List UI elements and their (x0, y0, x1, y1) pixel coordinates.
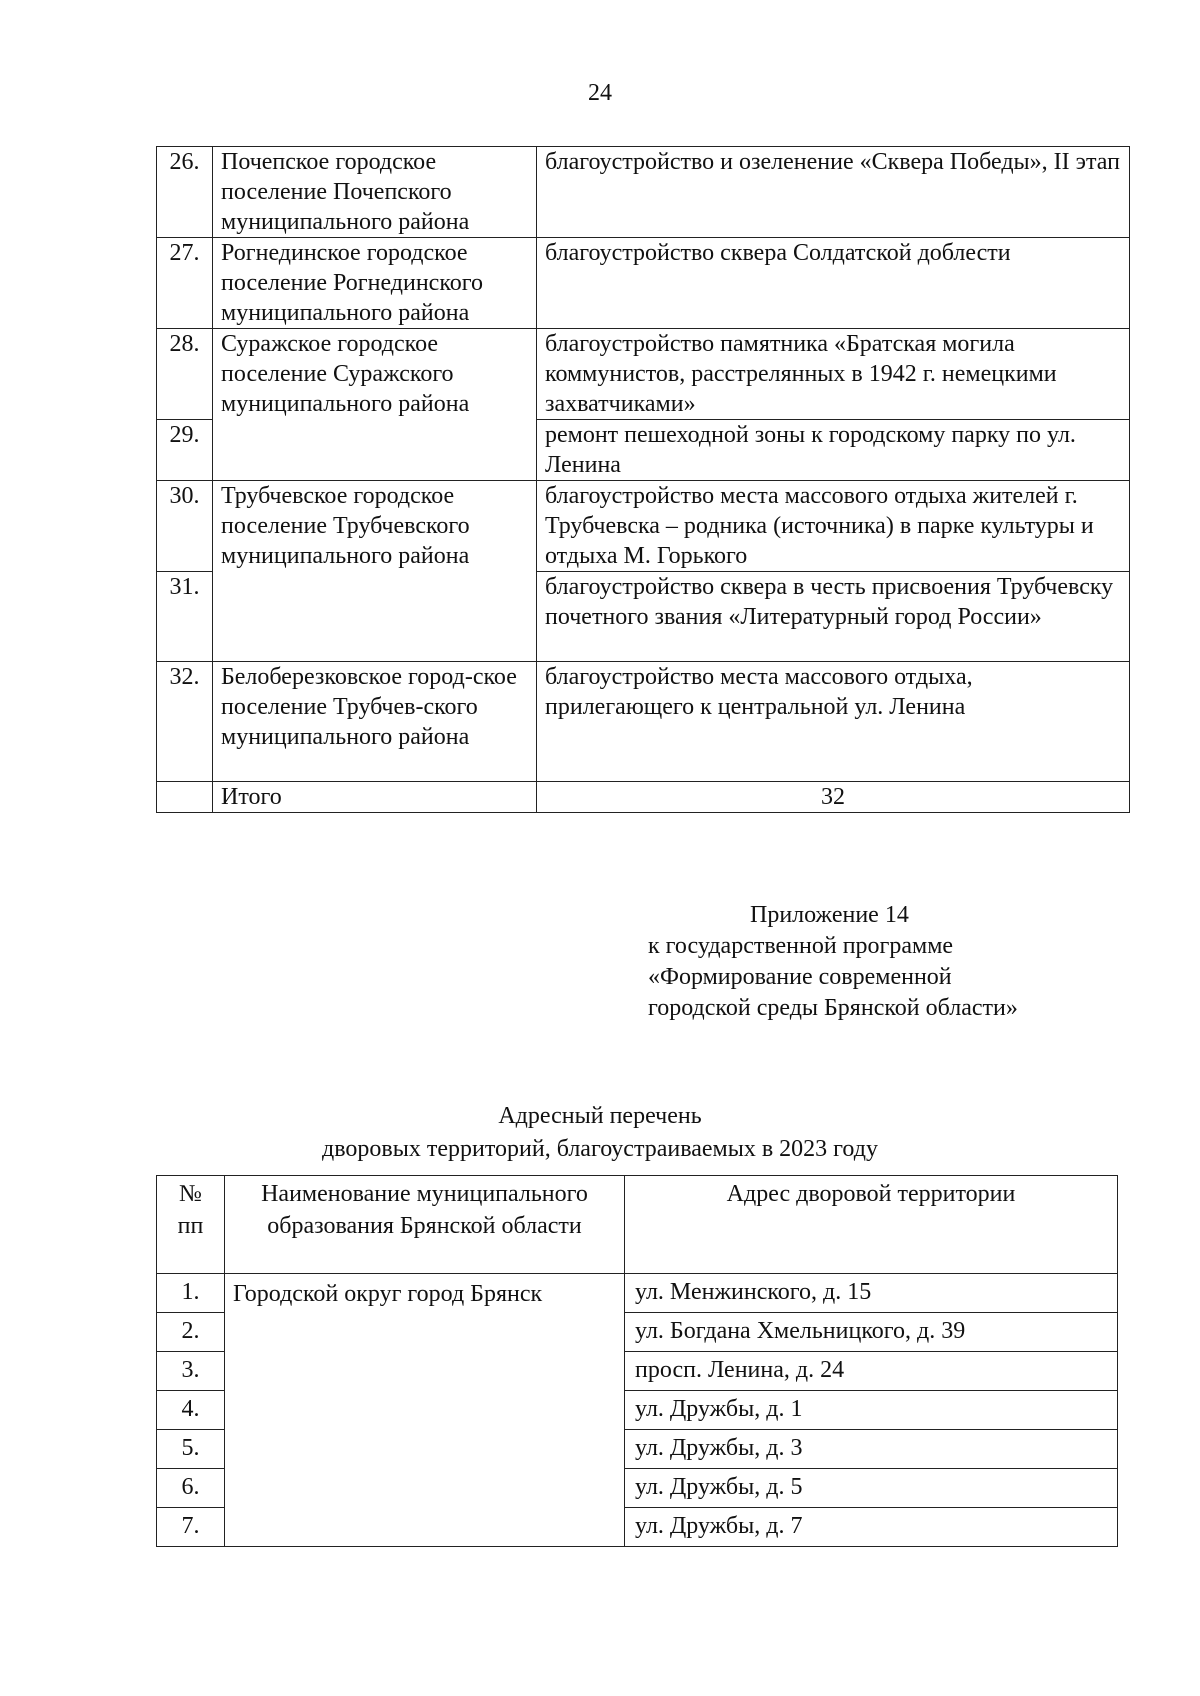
document-title: Адресный перечень (498, 1103, 702, 1129)
project-cell: благоустройство места массового отдыха жителей г. Трубчевска – родника (источника) в парке культуры и отдыха М. Горького (537, 481, 1130, 572)
appendix-number: Приложение 14 (750, 902, 909, 928)
project-cell: благоустройство сквера Солдатской доблести (537, 238, 1130, 329)
table-row (157, 147, 1130, 238)
row-number: 26. (157, 147, 213, 238)
table-row (157, 662, 1130, 782)
municipality-cell: Почепское городское поселение Почепского муниципального района (213, 147, 537, 238)
row-number: 28. (157, 329, 213, 420)
address-cell: ул. Дружбы, д. 1 (625, 1391, 1118, 1430)
row-number: 7. (157, 1508, 225, 1547)
address-cell: ул. Богдана Хмельницкого, д. 39 (625, 1313, 1118, 1352)
projects-table (156, 146, 1130, 813)
row-number: 6. (157, 1469, 225, 1508)
address-cell: ул. Дружбы, д. 3 (625, 1430, 1118, 1469)
row-number: 31. (157, 572, 213, 662)
row-number: 30. (157, 481, 213, 572)
appendix-line: к государственной программе (648, 933, 954, 959)
page-number: 24 (588, 80, 612, 106)
table-row (157, 238, 1130, 329)
row-number: 5. (157, 1430, 225, 1469)
table-row (157, 1274, 1118, 1313)
total-value: 32 (537, 782, 1130, 813)
municipality-cell: Городской округ город Брянск (225, 1274, 625, 1547)
total-number-cell (157, 782, 213, 813)
column-header-municipality: Наименование муниципального образования Брянской области (225, 1176, 625, 1274)
column-header-address: Адрес дворовой территории (625, 1176, 1118, 1274)
municipality-cell: Белоберезковское город-ское поселение Трубчев-ского муниципального района (213, 662, 537, 782)
row-number: 3. (157, 1352, 225, 1391)
row-number: 4. (157, 1391, 225, 1430)
table-header-row (157, 1176, 1118, 1274)
column-header-number: № пп (157, 1176, 225, 1274)
project-cell: ремонт пешеходной зоны к городскому парку по ул. Ленина (537, 420, 1130, 481)
row-number: 32. (157, 662, 213, 782)
address-cell: просп. Ленина, д. 24 (625, 1352, 1118, 1391)
document-subtitle: дворовых территорий, благоустраиваемых в 2023 году (322, 1136, 878, 1162)
table-row (157, 329, 1130, 420)
total-row (157, 782, 1130, 813)
municipality-cell: Рогнединское городское поселение Рогнединского муниципального района (213, 238, 537, 329)
appendix-line: городской среды Брянской области» (648, 995, 1018, 1021)
addresses-table (156, 1175, 1118, 1547)
row-number: 29. (157, 420, 213, 481)
project-cell: благоустройство сквера в честь присвоения Трубчевску почетного звания «Литературный город России» (537, 572, 1130, 662)
address-cell: ул. Дружбы, д. 7 (625, 1508, 1118, 1547)
address-cell: ул. Менжинского, д. 15 (625, 1274, 1118, 1313)
project-cell: благоустройство места массового отдыха, прилегающего к центральной ул. Ленина (537, 662, 1130, 782)
row-number: 27. (157, 238, 213, 329)
address-cell: ул. Дружбы, д. 5 (625, 1469, 1118, 1508)
row-number: 1. (157, 1274, 225, 1313)
total-label: Итого (213, 782, 537, 813)
row-number: 2. (157, 1313, 225, 1352)
municipality-cell: Трубчевское городское поселение Трубчевского муниципального района (213, 481, 537, 662)
appendix-line: «Формирование современной (648, 964, 952, 990)
project-cell: благоустройство и озеленение «Сквера Победы», II этап (537, 147, 1130, 238)
table-row (157, 481, 1130, 572)
municipality-cell: Суражское городское поселение Суражского муниципального района (213, 329, 537, 481)
appendix-heading (648, 900, 1018, 1024)
project-cell: благоустройство памятника «Братская могила коммунистов, расстрелянных в 1942 г. немецкими захватчиками» (537, 329, 1130, 420)
